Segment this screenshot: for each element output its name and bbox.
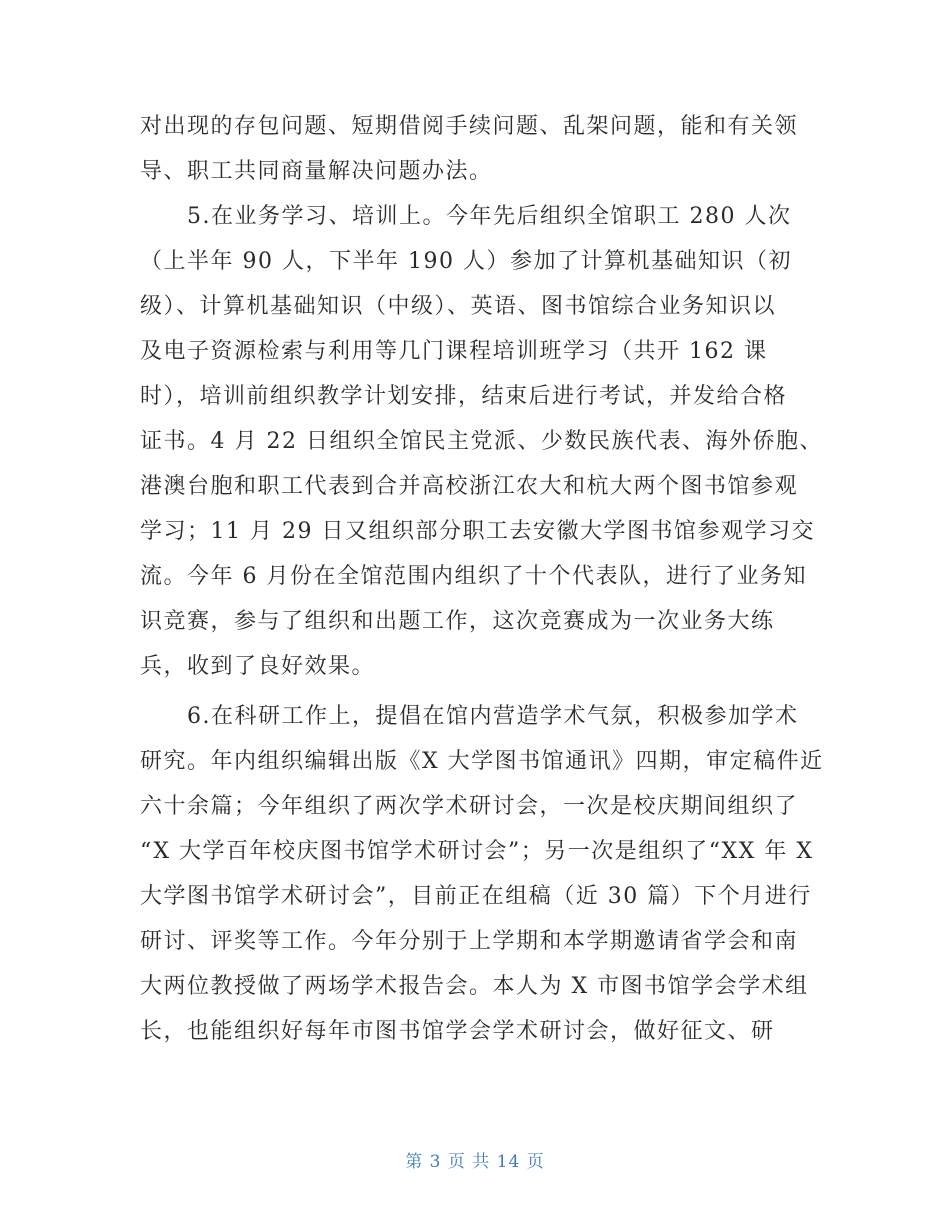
text-line: 兵，收到了良好效果。 (140, 654, 376, 679)
text-line: 研讨、评奖等工作。今年分别于上学期和本学期邀请省学会和南 (140, 929, 799, 954)
text-line: 大两位教授做了两场学术报告会。本人为 X 市图书馆学会学术组 (140, 974, 809, 999)
text-line: “X 大学百年校庆图书馆学术研讨会”；另一次是组织了“XX 年 X (140, 839, 814, 864)
text-line: 学习；11 月 29 日又组织部分职工去安徽大学图书馆参观学习交 (140, 519, 815, 544)
text-line: 六十余篇；今年组织了两次学术研讨会，一次是校庆期间组织了 (140, 794, 799, 819)
text-line: 流。今年 6 月份在全馆范围内组织了十个代表队，进行了业务知 (140, 564, 807, 589)
text-line: 大学图书馆学术研讨会”，目前正在组稿（近 30 篇）下个月进行 (140, 884, 812, 909)
text-line: 研究。年内组织编辑出版《X 大学图书馆通讯》四期，审定稿件近 (140, 749, 824, 774)
text-line: 导、职工共同商量解决问题办法。 (140, 159, 493, 184)
text-line: 6.在科研工作上，提倡在馆内营造学术气氛，积极参加学术 (140, 704, 799, 729)
text-line: 级）、计算机基础知识（中级）、英语、图书馆综合业务知识以 (140, 294, 777, 319)
text-line: （上半年 90 人，下半年 190 人）参加了计算机基础知识（初 (140, 249, 792, 274)
page-number-footer: 第 3 页 共 14 页 (405, 1152, 545, 1172)
text-line: 时），培训前组织教学计划安排，结束后进行考试，并发给合格 (140, 384, 788, 409)
text-line: 及电子资源检索与利用等几门课程培训班学习（共开 162 课 (140, 339, 768, 364)
text-line: 证书。4 月 22 日组织全馆民主党派、少数民族代表、海外侨胞、 (140, 429, 823, 454)
text-line: 长，也能组织好每年市图书馆学会学术研讨会，做好征文、研 (140, 1019, 775, 1044)
text-line: 识竞赛，参与了组织和出题工作，这次竞赛成为一次业务大练 (140, 609, 775, 634)
text-line: 港澳台胞和职工代表到合并高校浙江农大和杭大两个图书馆参观 (140, 474, 799, 499)
text-line: 对出现的存包问题、短期借阅手续问题、乱架问题，能和有关领 (140, 114, 799, 139)
text-line: 5.在业务学习、培训上。今年先后组织全馆职工 280 人次 (140, 204, 792, 229)
